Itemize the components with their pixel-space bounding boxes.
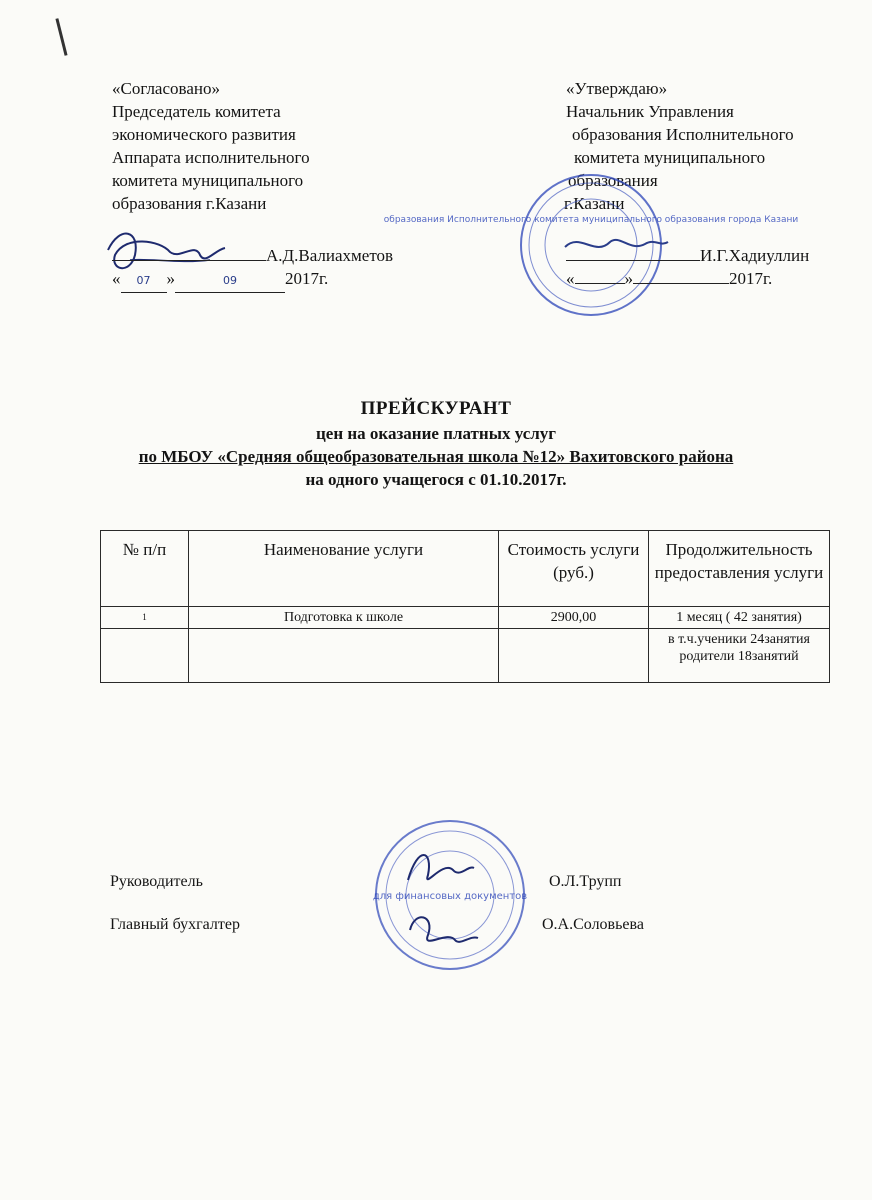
scan-mark [55,18,67,56]
head-name-row [549,873,621,891]
agreed-block [112,77,310,215]
stamp-text: для финансовых документов [372,891,528,902]
approved-year: 2017г. [729,269,773,288]
title-line2: цен на оказание платных услуг [315,424,557,443]
title-main: ПРЕЙСКУРАНТ [360,398,512,419]
col-header: Стоимость услуги (руб.) [499,531,649,607]
agreed-day: 07 [136,274,151,287]
head-signature-row [110,873,203,891]
agreed-signer-line: А.Д.Валиахметов « 07 » 09 2017г. [112,244,393,293]
accountant-name-row [542,916,644,934]
approved-line: Начальник Управления [566,102,734,121]
head-name: О.Л.Трупп [549,873,622,890]
accountant-title: Главный бухгалтер [110,916,240,933]
col-header: № п/п [101,531,189,607]
approved-line: образования [568,171,658,190]
price-table [100,530,830,683]
approved-line: образования Исполнительного [572,125,794,144]
agreed-heading: «Согласовано» [112,79,220,98]
title-line3: по МБОУ «Средняя общеобразовательная школа №12» Вахитовского района [138,447,734,466]
approved-signer-line [566,244,809,290]
accountant-signature [400,900,480,960]
table-cell [189,629,499,683]
document-title [0,396,872,491]
col-header: Продолжительность предоставления услуги [649,531,830,607]
agreed-year: 2017г. [285,269,329,288]
table-header-row [101,531,830,607]
approved-line: г.Казани [564,194,625,213]
head-title: Руководитель [110,873,203,890]
approved-heading: «Утверждаю» [566,79,668,98]
date-quote: « [566,269,575,288]
agreed-line: Председатель комитета [112,102,281,121]
stamp-text: образования Исполнительного комитета муниципального образования города Казани [383,215,799,225]
accountant-signature-row [110,916,240,934]
table-cell [101,629,189,683]
agreed-line: экономического развития [112,125,296,144]
agreed-month: 09 [223,274,237,287]
table-row [101,607,830,629]
table-cell: в т.ч.ученики 24занятия родители 18занятий [649,629,830,683]
approved-signer: И.Г.Хадиуллин [700,246,810,265]
col-header: Наименование услуги [189,531,499,607]
table-cell: 1 месяц ( 42 занятия) [649,607,830,629]
table-cell: Подготовка к школе [189,607,499,629]
accountant-name: О.А.Соловьева [542,916,644,933]
agreed-line: Аппарата исполнительного [112,148,310,167]
date-quote: » [624,269,633,288]
table-cell [499,629,649,683]
title-line4: на одного учащегося с 01.10.2017г. [305,470,567,489]
agreed-line: комитета муниципального [112,171,304,190]
table-cell: 2900,00 [499,607,649,629]
date-quote: « [112,269,121,288]
table-row [101,629,830,683]
approved-line: комитета муниципального [574,148,766,167]
table-cell: 1 [101,607,189,629]
agreed-line: образования г.Казани [112,194,267,213]
agreed-signer: А.Д.Валиахметов [266,246,394,265]
head-signature [398,840,478,900]
